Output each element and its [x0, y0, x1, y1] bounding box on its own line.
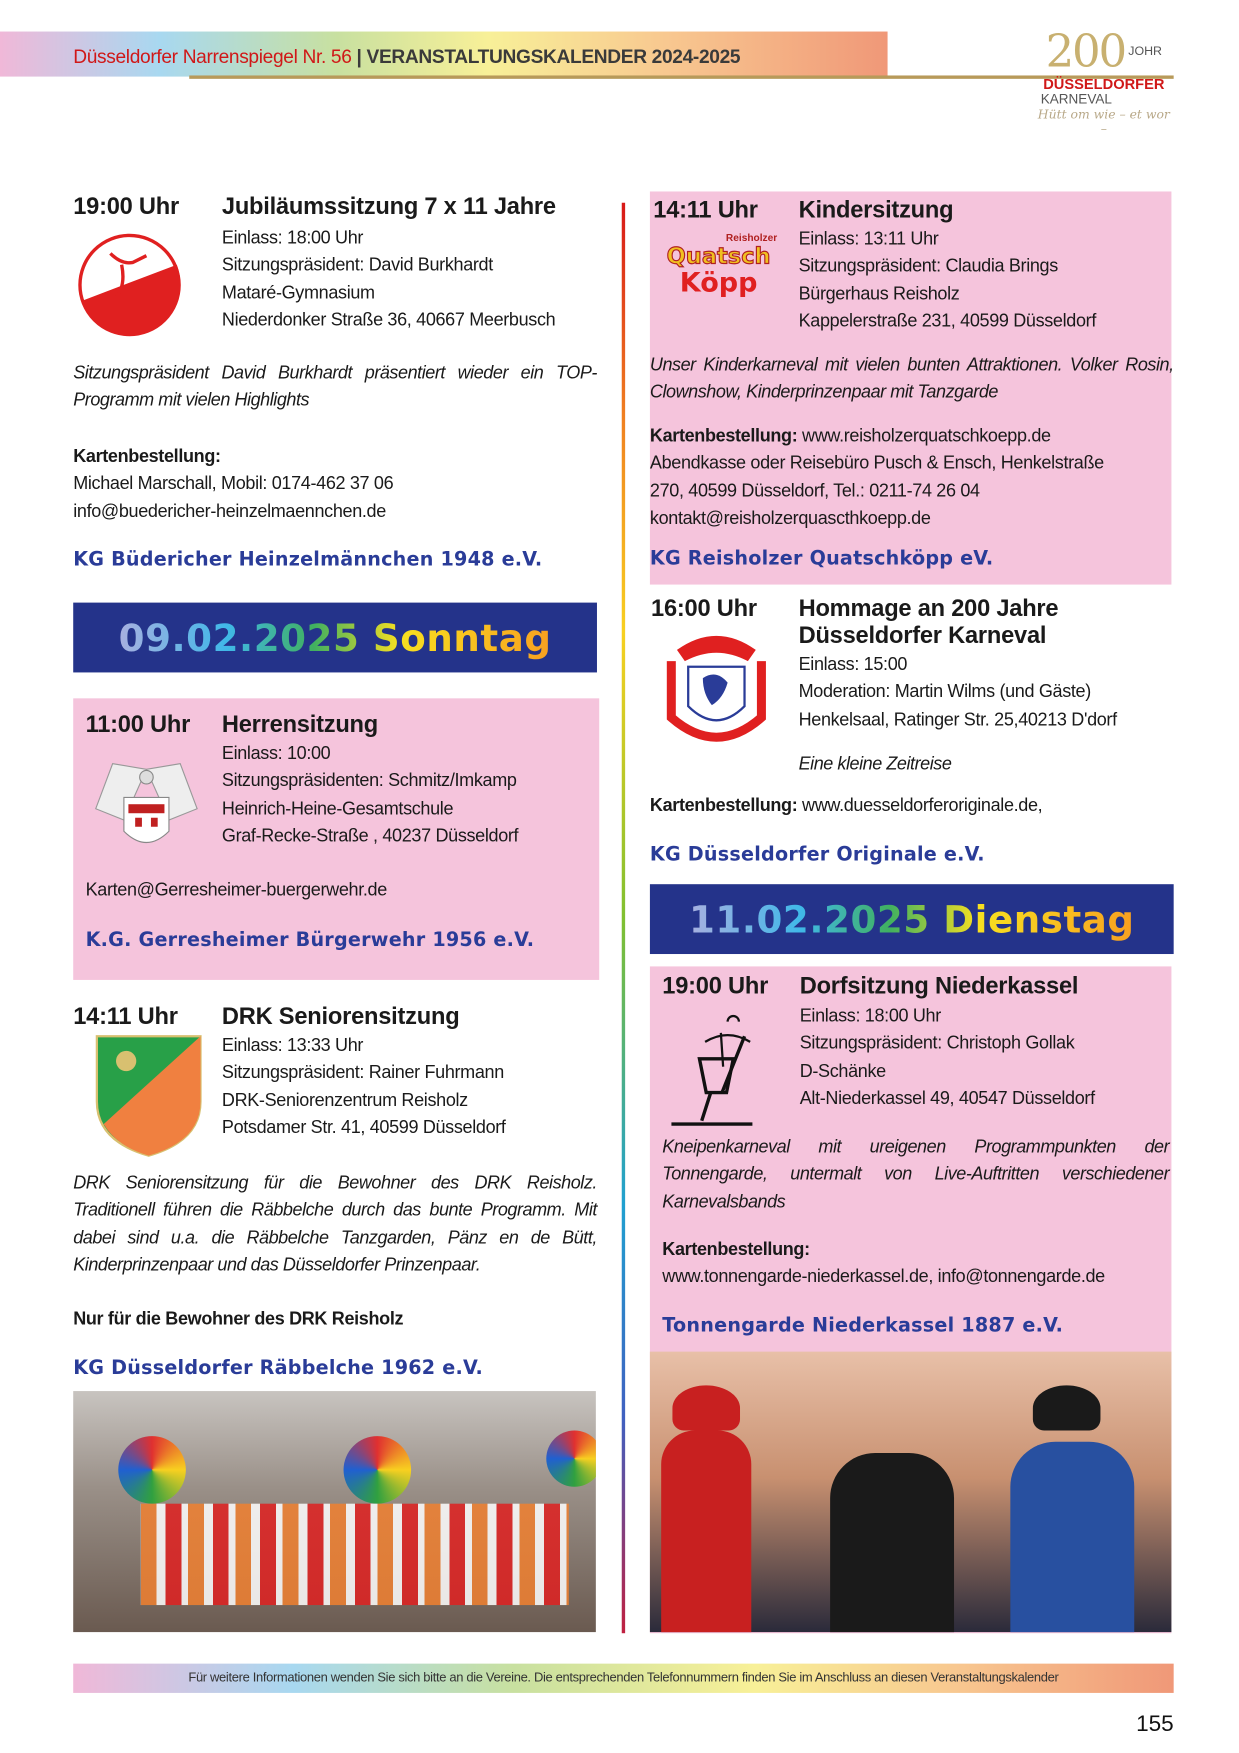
- column-divider: [622, 203, 625, 1633]
- detail-line: D-Schänke: [799, 1061, 886, 1081]
- event-description: DRK Seniorensitzung für die Bewohner des DRK Reisholz. Traditionell führen die Räbbelche durch das bunte Programm. Mit dabei sind u.a. die Räbbelche Tanzgarden, Pänz en de Bütt, Kinderprinzenpaar und das Düsseldorfer Prinzenpaar.: [73, 1173, 597, 1275]
- ticket-info: [650, 424, 1104, 533]
- tickets-label: Kartenbestellung:: [662, 1240, 810, 1260]
- ticket-email[interactable]: Karten@Gerresheimer-buergerwehr.de: [85, 880, 387, 900]
- ticket-website[interactable]: www.tonnengarde-niederkassel.de, info@tonnengarde.de: [662, 1267, 1105, 1287]
- event-title: DRK Seniorensitzung: [221, 1003, 460, 1030]
- event-photo-carnival-guards: [650, 1352, 1172, 1632]
- detail-line: Moderation: Martin Wilms (und Gäste): [798, 682, 1091, 703]
- event-time: 16:00 Uhr: [651, 595, 757, 622]
- detail-line: Sitzungspräsident: Christoph Gollak: [799, 1034, 1075, 1054]
- detail-line: Niederdonker Straße 36, 40667 Meerbusch: [221, 310, 556, 330]
- detail-line: Einlass: 15:00: [798, 655, 908, 675]
- event-title: Kindersitzung: [798, 197, 954, 224]
- detail-line: Heinrich-Heine-Gesamtschule: [221, 799, 454, 819]
- detail-line: Sitzungspräsidenten: Schmitz/Imkamp: [221, 771, 517, 792]
- section-name: | VERANSTALTUNGSKALENDER 2024-2025: [356, 46, 741, 68]
- title-line: Hommage an 200 Jahre: [798, 595, 1059, 622]
- ticket-info: [73, 444, 393, 526]
- detail-line: Bürgerhaus Reisholz: [798, 284, 960, 304]
- title-line: Düsseldorfer Karneval: [798, 622, 1047, 649]
- ticket-website[interactable]: www.reisholzerquatschkoepp.de: [797, 426, 1051, 447]
- detail-line: Sitzungspräsident: Rainer Fuhrmann: [221, 1063, 504, 1083]
- date-banner: [650, 884, 1174, 954]
- duesseldorfer-originale-logo-icon: [660, 627, 773, 751]
- event-photo-dancers: [73, 1391, 596, 1632]
- ticket-email[interactable]: kontakt@reisholzerquascthkoepp.de: [649, 508, 931, 529]
- footer-note: Für weitere Informationen wenden Sie sich bitte an die Vereine. Die entsprechenden Telefonnummern finden Sie im Anschluss an diesen Veranstaltungskalender: [73, 1664, 1173, 1693]
- logo-number: 200: [1045, 25, 1125, 78]
- event-time: 11:00 Uhr: [85, 711, 191, 738]
- ticket-info: [662, 1237, 1105, 1292]
- event-description: Sitzungspräsident David Burkhardt präsentiert wieder ein TOP-Programm mit vielen Highlights: [73, 363, 597, 411]
- ticket-website[interactable]: www.duesseldorferoriginale.de,: [797, 796, 1043, 816]
- detail-line: Graf-Recke-Straße , 40237 Düsseldorf: [221, 826, 519, 846]
- logo-line1: DÜSSELDORFER: [1043, 75, 1165, 93]
- detail-line: Sitzungspräsident: David Burkhardt: [221, 256, 493, 276]
- event-time: 19:00 Uhr: [73, 193, 180, 220]
- date-banner-text: 09.02.2025 Sonntag: [118, 615, 552, 660]
- event-title: [799, 596, 1059, 650]
- detail-line: Einlass: 13:11 Uhr: [798, 229, 939, 249]
- detail-line: Sitzungspräsident: Claudia Brings: [798, 257, 1058, 277]
- organizer: Tonnengarde Niederkassel 1887 e.V.: [662, 1314, 1064, 1337]
- heinzelmaennchen-logo-icon: [77, 231, 183, 339]
- event-details: [800, 1004, 1095, 1113]
- detail-line: Henkelsaal, Ratinger Str. 25,40213 D'dorf: [798, 710, 1117, 730]
- detail-line: Kappelerstraße 231, 40599 Düsseldorf: [798, 311, 1097, 332]
- detail-line: Einlass: 18:00 Uhr: [799, 1006, 941, 1027]
- event-note: Nur für die Bewohner des DRK Reisholz: [73, 1309, 404, 1330]
- logo-text: Köpp: [679, 266, 758, 299]
- ticket-info: [650, 793, 1042, 820]
- ticket-contact: Michael Marschall, Mobil: 0174-462 37 06: [73, 474, 394, 494]
- ticket-contact: Abendkasse oder Reisebüro Pusch & Ensch, Henkelstraße: [649, 454, 1104, 474]
- organizer: KG Reisholzer Quatschköpp eV.: [649, 547, 994, 570]
- event-description: Eine kleine Zeitreise: [798, 754, 952, 774]
- event-time: 14:11 Uhr: [653, 197, 758, 224]
- event-time: 14:11 Uhr: [73, 1003, 178, 1030]
- header-divider: [189, 75, 1173, 78]
- eagle-crest-logo-icon: [90, 752, 203, 867]
- detail-line: Mataré-Gymnasium: [221, 283, 375, 303]
- logo-text: Quatsch: [666, 242, 771, 270]
- event-details: [799, 226, 1096, 335]
- detail-line: DRK-Seniorenzentrum Reisholz: [221, 1090, 468, 1111]
- publication-name: Düsseldorfer Narrenspiegel Nr. 56: [73, 46, 352, 68]
- ticket-contact: 270, 40599 Düsseldorf, Tel.: 0211-74 26 04: [649, 481, 980, 501]
- tickets-label: Kartenbestellung:: [649, 796, 798, 816]
- event-title: Herrensitzung: [221, 711, 378, 738]
- event-title: Jubiläumssitzung 7 x 11 Jahre: [221, 193, 556, 220]
- event-time: 19:00 Uhr: [662, 973, 769, 1000]
- date-banner: [73, 603, 597, 673]
- tickets-label: Kartenbestellung:: [73, 447, 221, 467]
- event-details: [222, 225, 555, 334]
- logo-line2: KARNEVAL: [1040, 91, 1112, 108]
- event-details: [799, 652, 1117, 734]
- raebbelche-shield-logo-icon: [95, 1034, 203, 1158]
- event-description: Kneipenkarneval mit ureigenen Programmpunkten der Tonnengarde, untermalt von Live-Auftritten verschiedener Karnevalsbands: [662, 1137, 1170, 1212]
- organizer: K.G. Gerresheimer Bürgerwehr 1956 e.V.: [85, 929, 535, 952]
- tickets-label: Kartenbestellung:: [649, 426, 798, 447]
- date-banner-text: 11.02.2025 Dienstag: [688, 897, 1135, 942]
- event-details: [222, 741, 518, 850]
- logo-text: Reisholzer: [725, 232, 778, 244]
- tonnengarde-drummer-logo-icon: [671, 1008, 754, 1127]
- event-title: Dorfsitzung Niederkassel: [799, 973, 1079, 1000]
- header-title: [73, 46, 740, 69]
- logo-johr: JOHR: [1128, 45, 1163, 59]
- quatschkoepp-logo: [660, 232, 777, 318]
- organizer: KG Düsseldorfer Originale e.V.: [649, 843, 985, 867]
- page-number: 155: [1136, 1712, 1174, 1737]
- event-details: [222, 1033, 506, 1142]
- anniversary-logo: [1034, 27, 1174, 149]
- detail-line: Einlass: 10:00: [221, 744, 331, 764]
- detail-line: Potsdamer Str. 41, 40599 Düsseldorf: [221, 1118, 506, 1138]
- detail-line: Einlass: 13:33 Uhr: [221, 1036, 364, 1056]
- ticket-email[interactable]: info@buedericher-heinzelmaennchen.de: [73, 501, 386, 522]
- organizer: KG Düsseldorfer Räbbelche 1962 e.V.: [73, 1357, 484, 1380]
- detail-line: Einlass: 18:00 Uhr: [221, 228, 364, 248]
- logo-slogan: Hütt om wie – et wor –: [1037, 107, 1170, 137]
- organizer: KG Büdericher Heinzelmännchen 1948 e.V.: [73, 548, 543, 572]
- event-description: Unser Kinderkarneval mit vielen bunten Attraktionen. Volker Rosin, Clownshow, Kinderprinzenpaar mit Tanzgarde: [649, 355, 1174, 403]
- logo-top-row: [1034, 27, 1174, 77]
- detail-line: Alt-Niederkassel 49, 40547 Düsseldorf: [799, 1089, 1095, 1109]
